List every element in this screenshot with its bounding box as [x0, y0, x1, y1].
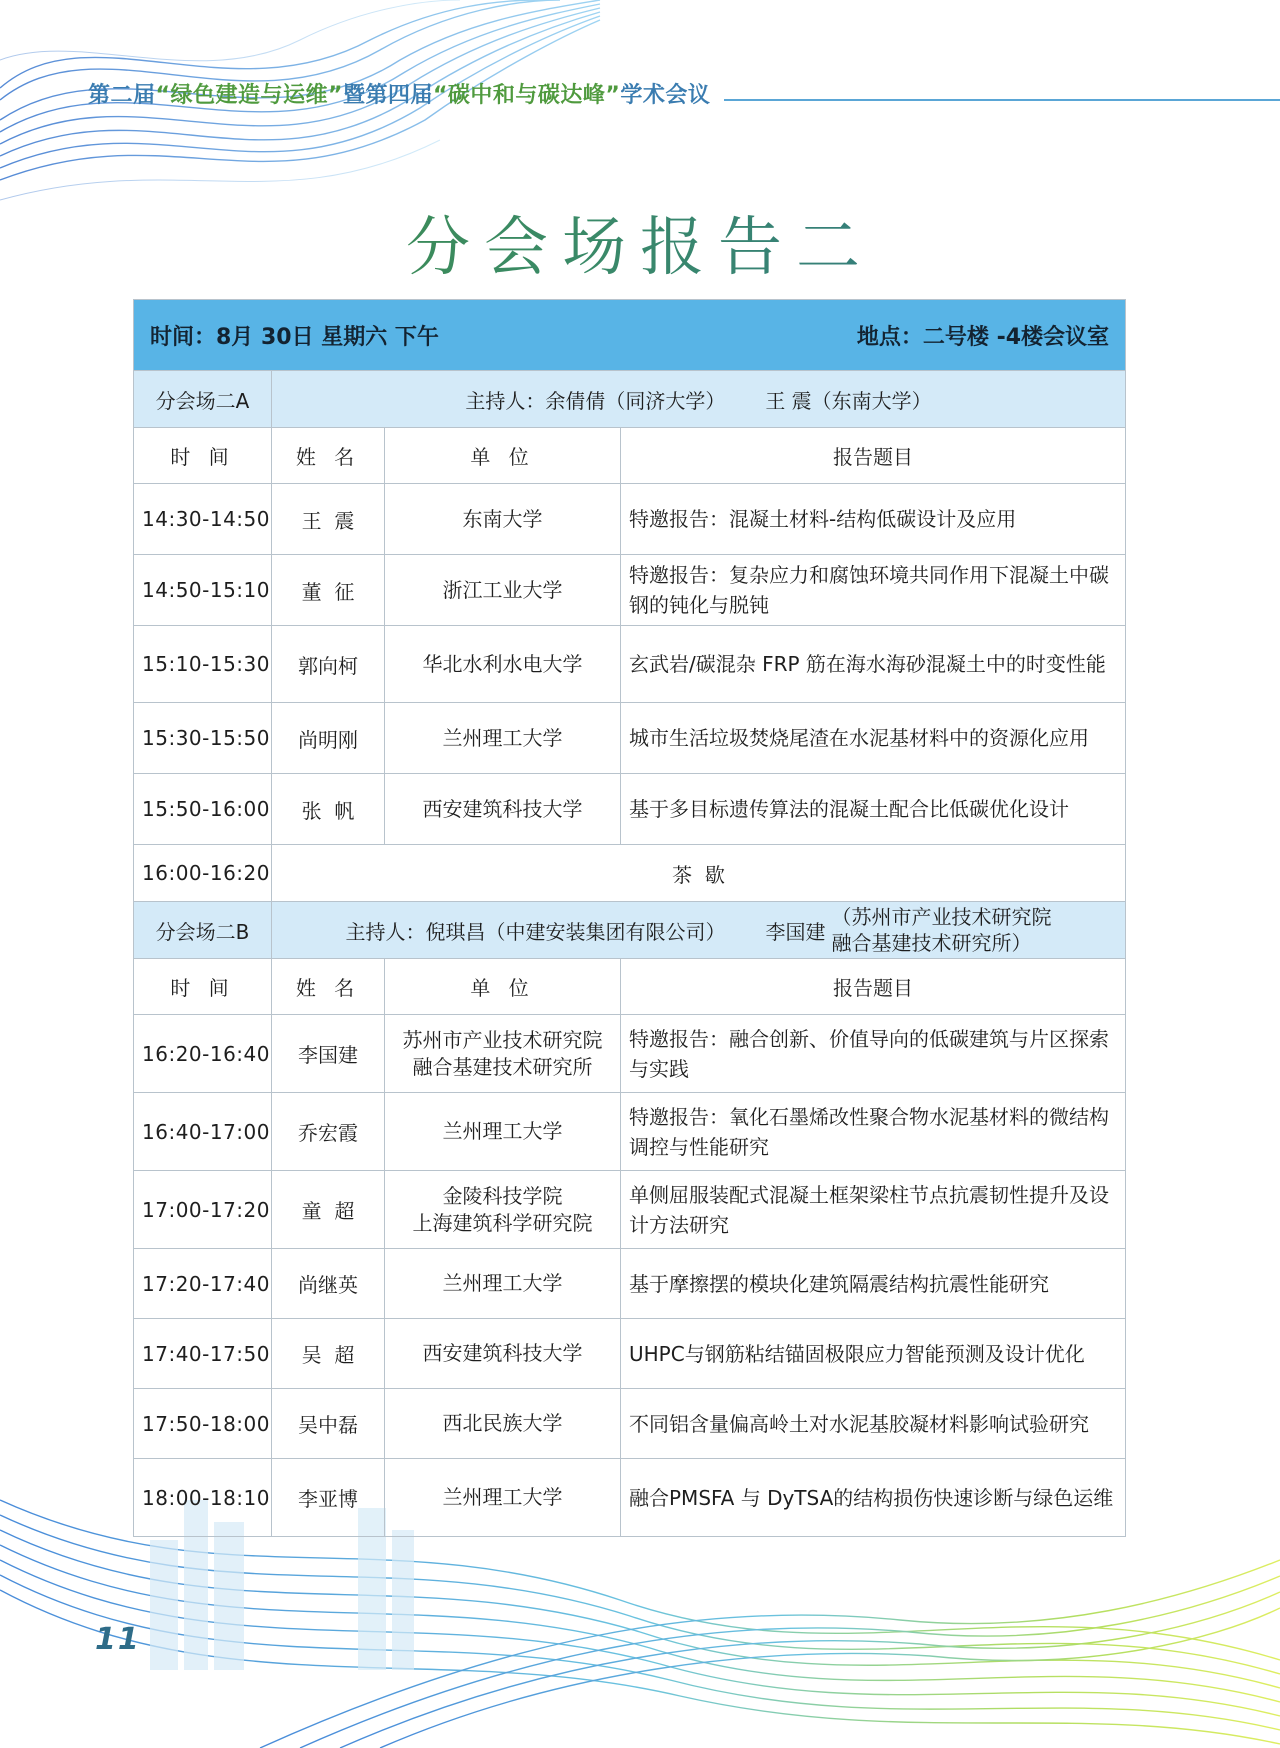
host-primary: 主持人：余倩倩（同济大学）: [465, 388, 726, 413]
row-title: 城市生活垃圾焚烧尾渣在水泥基材料中的资源化应用: [621, 703, 1126, 774]
table-row: [134, 1093, 1126, 1171]
row-name: 尚明刚: [272, 703, 385, 774]
row-institution: 兰州理工大学: [385, 703, 621, 774]
row-name: 尚继英: [272, 1249, 385, 1319]
row-time: 16:20-16:40: [134, 1015, 272, 1093]
break-row: [134, 845, 1126, 902]
session-hosts: [272, 371, 1126, 428]
session-label: 分会场二A: [134, 371, 272, 428]
row-institution: 苏州市产业技术研究院 融合基建技术研究所: [385, 1015, 621, 1093]
row-time: 17:50-18:00: [134, 1389, 272, 1459]
table-row: [134, 484, 1126, 555]
row-time: 14:50-15:10: [134, 555, 272, 626]
host-secondary-org: （苏州市产业技术研究院 融合基建技术研究所）: [831, 905, 1052, 955]
row-time: 17:40-17:50: [134, 1319, 272, 1389]
row-institution: 金陵科技学院 上海建筑科学研究院: [385, 1171, 621, 1249]
page-title: 分会场报告二: [0, 196, 1280, 288]
host-secondary: [766, 904, 1052, 956]
host-primary: 主持人：倪琪昌（中建安装集团有限公司）: [345, 919, 726, 944]
table-row: [134, 1171, 1126, 1249]
column-header-row: [134, 959, 1126, 1015]
row-name: 吴 超: [272, 1319, 385, 1389]
row-name: 童 超: [272, 1171, 385, 1249]
row-institution: 西北民族大学: [385, 1389, 621, 1459]
host-secondary: 王 震（东南大学）: [765, 388, 932, 413]
conference-header: [88, 78, 710, 109]
col-header-title: 报告题目: [621, 959, 1126, 1015]
col-header-time: 时 间: [134, 428, 272, 484]
row-title: 特邀报告：复杂应力和腐蚀环境共同作用下混凝土中碳钢的钝化与脱钝: [621, 555, 1126, 626]
row-title: 融合PMSFA 与 DyTSA的结构损伤快速诊断与绿色运维: [621, 1459, 1126, 1537]
row-time: 15:30-15:50: [134, 703, 272, 774]
break-time: 16:00-16:20: [134, 845, 272, 902]
table-row: [134, 1015, 1126, 1093]
col-header-title: 报告题目: [621, 428, 1126, 484]
page-number: 11: [95, 1622, 141, 1657]
event-time: 时间：8月 30日 星期六 下午: [150, 324, 439, 350]
row-name: 张 帆: [272, 774, 385, 845]
table-row: [134, 1249, 1126, 1319]
session-hosts: [272, 902, 1126, 959]
column-header-row: [134, 428, 1126, 484]
col-header-institution: 单 位: [385, 959, 621, 1015]
host-list: [280, 385, 1117, 414]
schedule-table: [133, 299, 1126, 1537]
host-secondary-name: 李国建: [765, 919, 826, 944]
header-quote2: “碳中和与碳达峰”: [432, 83, 621, 108]
table-row: [134, 1389, 1126, 1459]
row-title: 单侧屈服装配式混凝土框架梁柱节点抗震韧性提升及设计方法研究: [621, 1171, 1126, 1249]
row-time: 14:30-14:50: [134, 484, 272, 555]
row-name: 董 征: [272, 555, 385, 626]
row-institution: 西安建筑科技大学: [385, 774, 621, 845]
col-header-name: 姓 名: [272, 428, 385, 484]
info-row: [134, 300, 1126, 371]
row-name: 李亚博: [272, 1459, 385, 1537]
session-label: 分会场二B: [134, 902, 272, 959]
table-row: [134, 555, 1126, 626]
row-title: 玄武岩/碳混杂 FRP 筋在海水海砂混凝土中的时变性能: [621, 626, 1126, 703]
col-header-institution: 单 位: [385, 428, 621, 484]
row-title: 特邀报告：融合创新、价值导向的低碳建筑与片区探索与实践: [621, 1015, 1126, 1093]
session-header-row: [134, 902, 1126, 959]
row-title: 特邀报告：氧化石墨烯改性聚合物水泥基材料的微结构调控与性能研究: [621, 1093, 1126, 1171]
table-row: [134, 1459, 1126, 1537]
row-institution: 华北水利水电大学: [385, 626, 621, 703]
row-title: 基于多目标遗传算法的混凝土配合比低碳优化设计: [621, 774, 1126, 845]
row-name: 乔宏霞: [272, 1093, 385, 1171]
row-institution: 东南大学: [385, 484, 621, 555]
event-location: 地点：二号楼 -4楼会议室: [856, 324, 1110, 350]
row-institution: 兰州理工大学: [385, 1459, 621, 1537]
row-time: 16:40-17:00: [134, 1093, 272, 1171]
row-time: 18:00-18:10: [134, 1459, 272, 1537]
col-header-name: 姓 名: [272, 959, 385, 1015]
row-institution: 兰州理工大学: [385, 1249, 621, 1319]
table-row: [134, 703, 1126, 774]
row-name: 郭向柯: [272, 626, 385, 703]
header-part3: 学术会议: [620, 83, 711, 108]
header-rule: [724, 99, 1280, 101]
row-time: 17:20-17:40: [134, 1249, 272, 1319]
row-time: 15:50-16:00: [134, 774, 272, 845]
table-row: [134, 1319, 1126, 1389]
header-quote1: “绿色建造与运维”: [155, 83, 343, 108]
col-header-time: 时 间: [134, 959, 272, 1015]
host-list: [280, 904, 1117, 956]
row-time: 15:10-15:30: [134, 626, 272, 703]
header-part2: 暨第四届: [342, 83, 433, 108]
table-row: [134, 626, 1126, 703]
row-name: 吴中磊: [272, 1389, 385, 1459]
row-title: 基于摩擦摆的模块化建筑隔震结构抗震性能研究: [621, 1249, 1126, 1319]
table-row: [134, 774, 1126, 845]
row-name: 王 震: [272, 484, 385, 555]
row-time: 17:00-17:20: [134, 1171, 272, 1249]
header-part1: 第二届: [88, 83, 156, 108]
row-name: 李国建: [272, 1015, 385, 1093]
row-title: 不同铝含量偏高岭土对水泥基胶凝材料影响试验研究: [621, 1389, 1126, 1459]
session-header-row: [134, 371, 1126, 428]
row-title: UHPC与钢筋粘结锚固极限应力智能预测及设计优化: [621, 1319, 1126, 1389]
row-title: 特邀报告：混凝土材料-结构低碳设计及应用: [621, 484, 1126, 555]
row-institution: 兰州理工大学: [385, 1093, 621, 1171]
row-institution: 浙江工业大学: [385, 555, 621, 626]
break-label: 茶 歇: [272, 845, 1126, 902]
row-institution: 西安建筑科技大学: [385, 1319, 621, 1389]
